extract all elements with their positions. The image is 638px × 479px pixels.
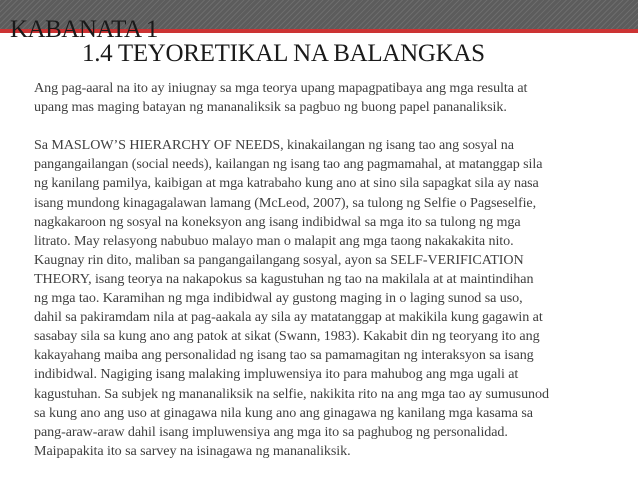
- body-text: [34, 79, 630, 461]
- theory-line: nagkakaroon ng sosyal na koneksyon ang isang indibidwal sa mga ito sa tulong ng mga: [34, 213, 521, 230]
- paragraph-gap: [34, 117, 630, 136]
- theory-line: Sa MASLOW’S HIERARCHY OF NEEDS, kinakailangan ng isang tao ang sosyal na: [34, 137, 514, 154]
- theory-line: pang-araw-araw dahil isang impluwensiya ang mga ito sa paghubog ng personalidad.: [34, 423, 508, 440]
- theory-line: indibidwal. Nagiging isang malaking impluwensiya ito para mahubog ang mga ugali at: [34, 366, 519, 383]
- theory-line: kagustuhan. Sa subjek ng mananaliksik na selfie, nakikita rito na ang mga tao ay sumusunod: [34, 385, 549, 402]
- section-title: 1.4 TEYORETIKAL NA BALANGKAS: [82, 40, 485, 67]
- theory-line: isang mundong kinagagalawan lamang (McLeod, 2007), sa tulong ng Selfie o Pagseselfie,: [34, 194, 537, 211]
- theory-line: sasabay sila sa kung ano ang patok at sikat (Swann, 1983). Kakabit din ng teoryang ito ang: [34, 328, 540, 345]
- theory-line: THEORY, isang teorya na nakapokus sa kagustuhan ng tao na makilala at at maintindihan: [34, 270, 534, 287]
- theory-line: ng mga tao. Karamihan ng mga indibidwal ay gustong maging in o laging sunod sa uso,: [34, 290, 523, 307]
- intro-line: upang mas maging batayan ng mananaliksik sa pagbuo ng buong papel pananaliksik.: [34, 99, 507, 116]
- theory-line: dahil sa pakiramdam nila at pag-aakala ay sila ay matatanggap at makikila kung gagawin at: [34, 309, 543, 326]
- chapter-title: KABANATA 1: [10, 16, 158, 43]
- theory-line: sa kung ano ang uso at ginagawa nila kung ano ang ginagawa ng kanilang mga kasama sa: [34, 404, 533, 421]
- theory-line: pangangailangan (social needs), kailangan ng isang tao ang pagmamahal, at matanggap sila: [34, 156, 543, 173]
- theory-line: litrato. May relasyong nabubuo malayo man o malapit ang mga taong nakakakita nito.: [34, 232, 514, 249]
- theory-line: Kaugnay rin dito, maliban sa pangangailangang sosyal, ayon sa SELF-VERIFICATION: [34, 251, 524, 268]
- theory-line: Maipapakita ito sa sarvey na isinagawa ng mananaliksik.: [34, 442, 351, 459]
- theory-line: ng kanilang pamilya, kaibigan at mga katrabaho kung ano at sino sila sapagkat sila ay nasa: [34, 175, 539, 192]
- theory-line: kakayahang maiba ang personalidad ng isang tao sa pamamagitan ng interaksyon sa isang: [34, 347, 534, 364]
- intro-line: Ang pag-aaral na ito ay iniugnay sa mga teorya upang mapagpatibaya ang mga resulta at: [34, 80, 528, 96]
